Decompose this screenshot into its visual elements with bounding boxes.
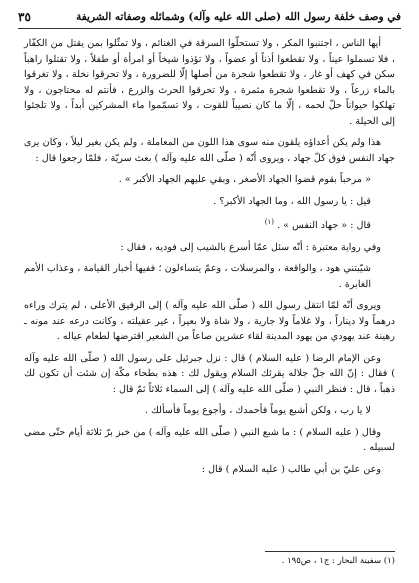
page-number: ٣٥ — [18, 10, 31, 24]
body-text — [24, 36, 395, 483]
paragraph-2: هذا ولم يكن أعداؤه يلقون منه سوى هذا اللون من المعاملة ، ولم يكن بغير ليلاً ، وكان يرى جهاد النفس فوق كلّ جهاد ، ويروى أنّه ( صلّى الله عليه وآله ) بعث سريّة ، فلمّا رجعوا قال : — [24, 137, 395, 164]
quote-4: لا يا رب ، ولكن أشبع يوماً فأحمدك ، وأجوع يوماً فأسألك . — [144, 405, 371, 417]
paragraph-8: وعن عليّ بن أبي طالب ( عليه السلام ) قال : — [201, 463, 381, 475]
paragraph-5: ويروى أنّه لمّا انتقل رسول الله ( صلّى الله عليه وآله ) إلى الرفيق الأعلى ، لم يترك وراءه درهماً ولا ديناراً ، ولا غلاماً ولا جارية ، ولا شاة ولا بعيراً ، غير عقيلته ، وكانت درعه عند مونه ـ رهينة عند يهودي من يهود المدينة لقاء عشرين صاعاً من الشعير اقترضها لطعام عياله . — [24, 300, 395, 343]
running-header — [18, 6, 401, 29]
paragraph-6: وعن الإمام الرضا ( عليه السلام ) قال : نزل جبرئيل على رسول الله ( صلّى الله عليه وآله ) فقال : إنّ الله جلّ جلاله يقرئك السلام ويقول لك : هذه بطحاء مكّة إن شئت أن تكون لك ذهباً ، قال : فنظر النبي ( صلّى الله عليه وآله ) إلى السماء ثلاثاً ثمّ قال : — [24, 352, 395, 395]
paragraph-7: وقال ( عليه السلام ) : ما شبع النبي ( صلّى الله عليه وآله ) من خبز برّ ثلاثة أيام حتّى مضى لسبيله . — [24, 426, 395, 454]
header-title: في وصف خلفة رسول الله (صلى الله عليه وآله) وشمائله وصفاته الشريفة — [76, 11, 401, 23]
quote-1: « مرحباً بقوم قضوا الجهاد الأصغر ، وبقي عليهم الجهاد الأكبر » . — [118, 174, 371, 185]
footnote: (١) سفينة البحار : ج١ ، ص١٩٥ . — [281, 556, 395, 566]
quote-3 — [24, 215, 395, 234]
footnote-marker: (١) — [264, 218, 275, 226]
quote-2: قيل : يا رسول الله ، وما الجهاد الأكبر؟ . — [213, 195, 371, 207]
paragraph-3: وفي رواية معتبرة : أنّه سئل عمّا أسرع بالشيب إلى فوديه ، فقال : — [120, 241, 381, 253]
quote-3-text: قال : « جهاد النفس » . — [277, 220, 371, 232]
footnote-divider — [265, 551, 395, 552]
paragraph-1: أيها الناس ، اجتنبوا المكر ، ولا تستحلّوا السرقة في الغنائم ، ولا تمثّلوا بمن يقتل من الكفّار ، فلا تسملوا عيناً ، ولا تقطعوا أذناً أو عضواً ، ولا تؤذوا شيخاً أو امرأة أو طفلاً ، ولا تقتلوا راهباً سكن في كهف أو غار ، ولا تقطعوا شجرة من أصلها إلّا للضرورة ، ولا تحرقوا نخلة ، ولا تغرقوا بالماء زرعاً ، ولا تقطعوا شجرة مثمرة ، ولا تحرقوا الحرث والزرع ، فأنتم له محتاجون ، ولا تهلكوا حيواناً حلّ لحمه ، إلّا ما كان نصيباً للقوت ، ولا تسمّموا ماء المشركين أبداً ، ولا تلجئوا إلى الحيلة . — [24, 38, 395, 127]
paragraph-4: شيّبتني هود ، والواقعة ، والمرسلات ، وعمّ يتساءلون ؛ ففيها أخبار القيامة ، وعذاب الأمم الغابرة . — [24, 263, 371, 290]
